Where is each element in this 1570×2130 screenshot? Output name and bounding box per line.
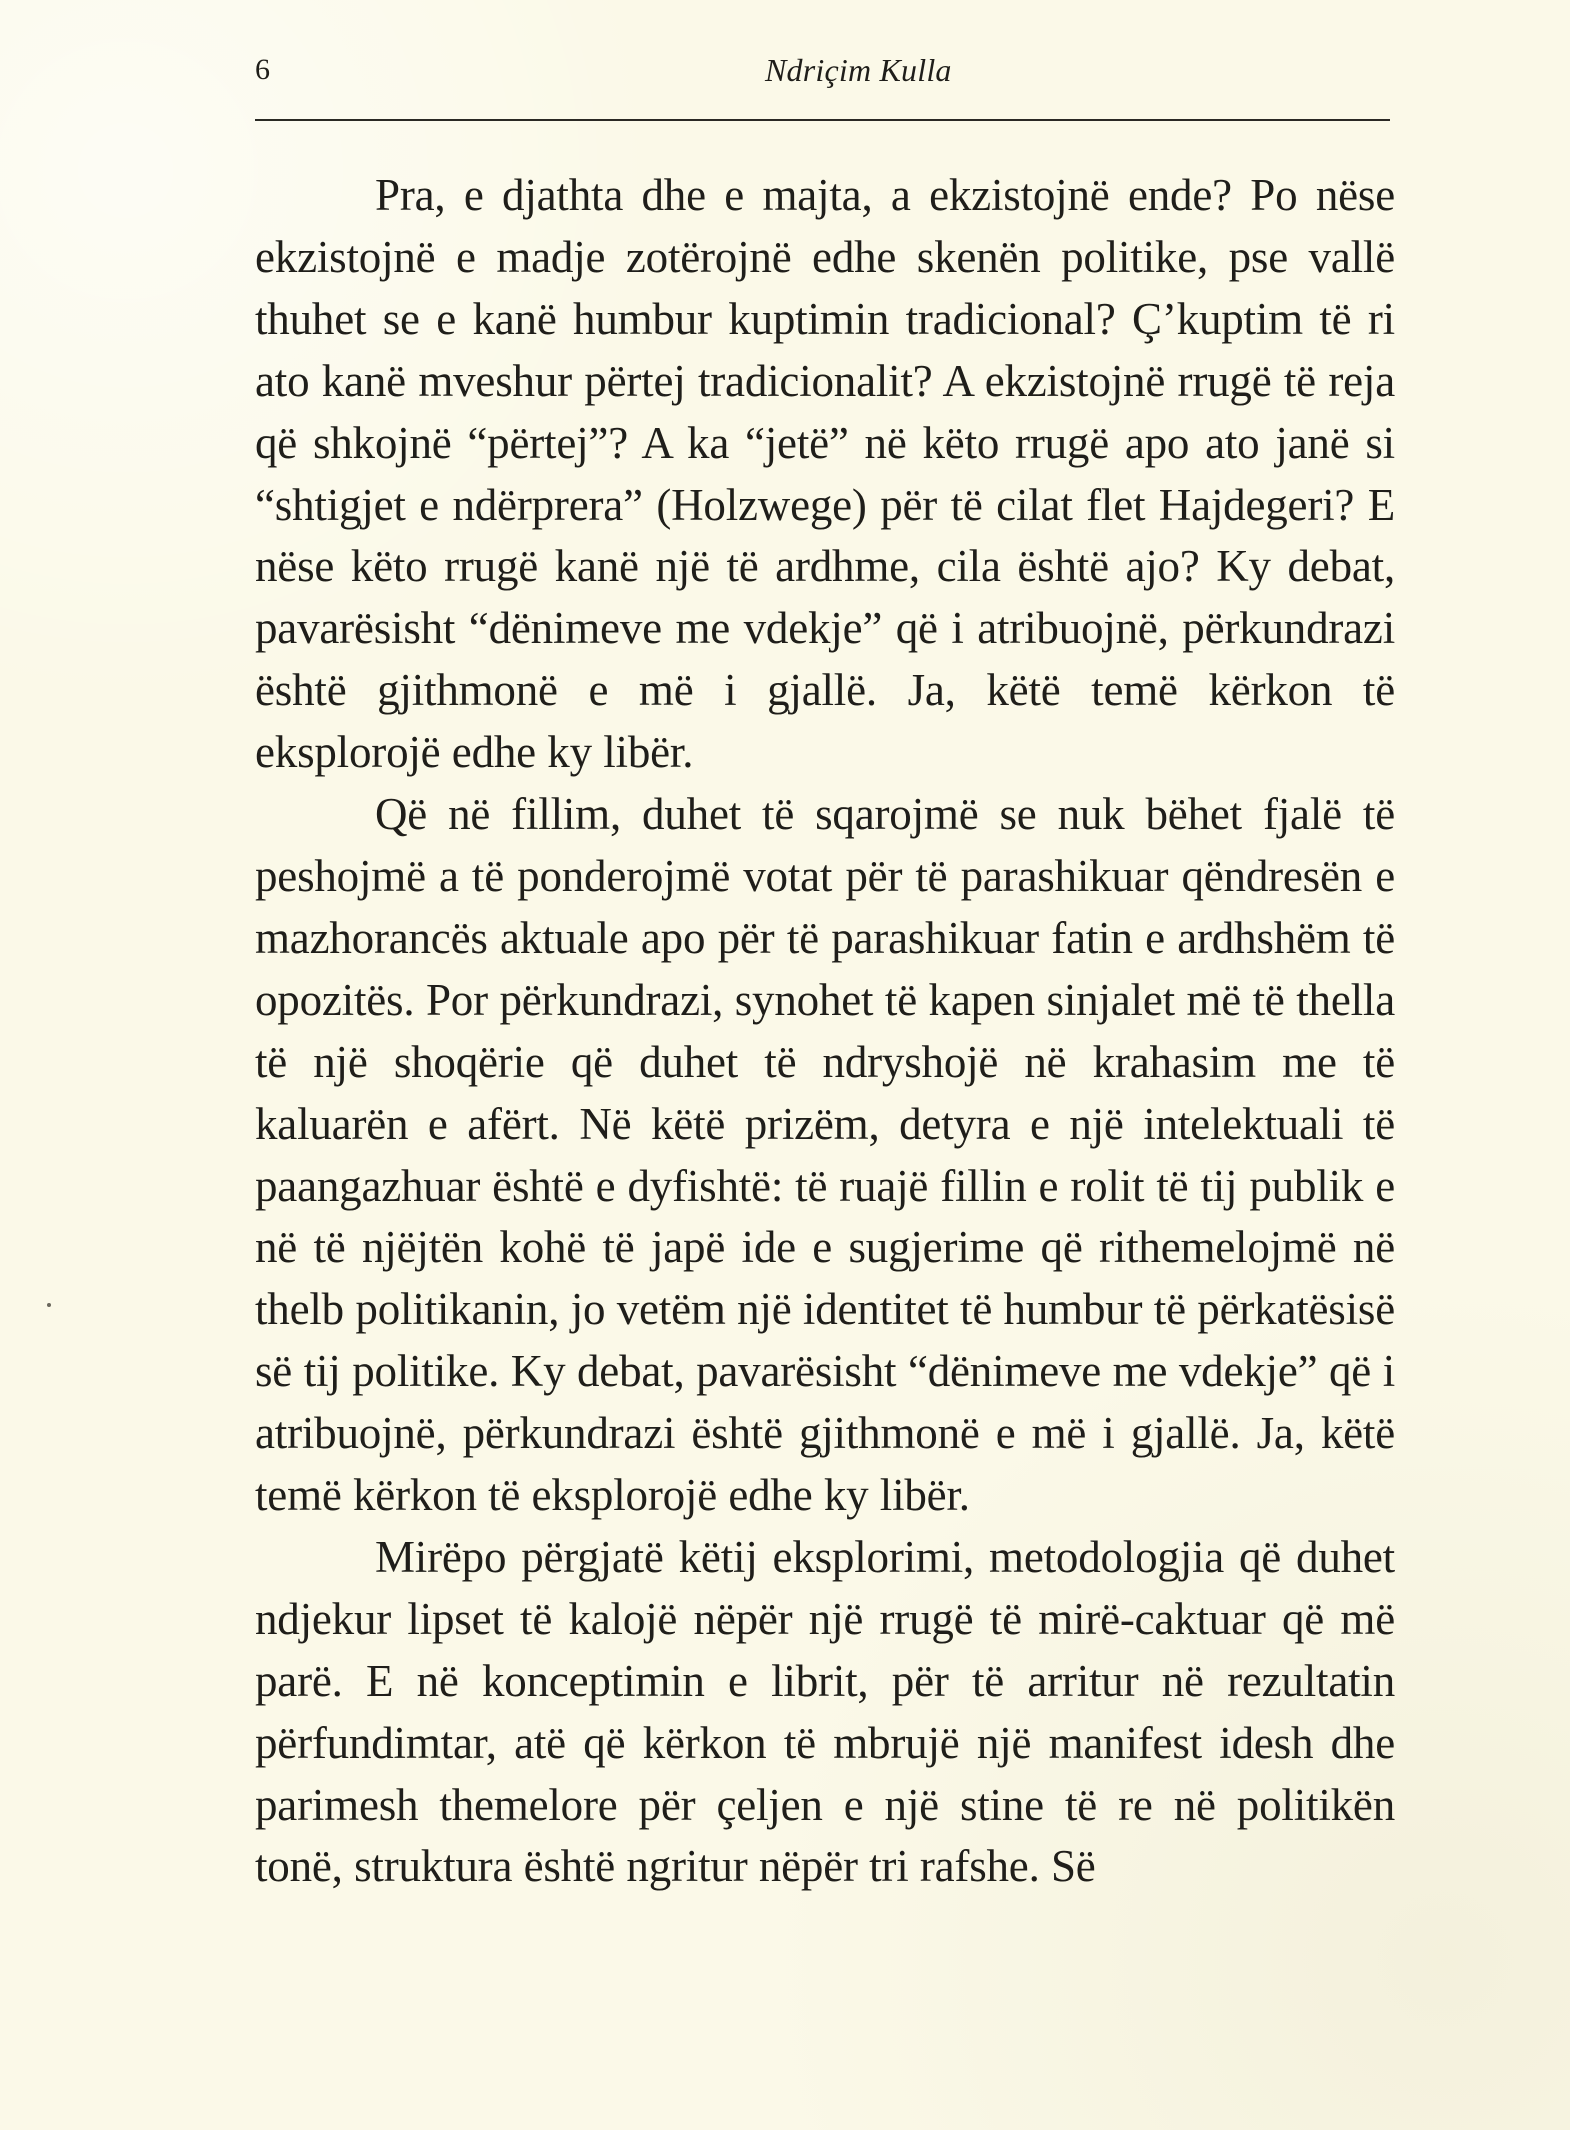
- paragraph-2: Që në fillim, duhet të sqarojmë se nuk bëhet fjalë të peshojmë a të ponderojmë votat për të parashikuar qëndresën e mazhorancës aktuale apo për të parashikuar fatin e ardhshëm të opozitës. Por përkundrazi, synohet të kapen sinjalet më të thella të një shoqërie që duhet të ndryshojë në krahasim me të kaluarën e afërt. Në këtë prizëm, detyra e një intelektuali të paangazhuar është e dyfishtë: të ruajë fillin e rolit të tij publik e në të njëjtën kohë të japë ide e sugjerime që rithemelojmë në thelb politikanin, jo vetëm një identitet të humbur të përkatësisë së tij politike. Ky debat, pavarësisht “dënimeve me vdekje” që i atribuojnë, përkundrazi është gjithmonë e më i gjallë. Ja, këtë temë kërkon të eksplorojë edhe ky libër.: [255, 789, 1395, 1521]
- page-header: [255, 52, 1390, 96]
- header-rule: [255, 119, 1390, 121]
- main-text: [255, 165, 1395, 1898]
- running-head: Ndriçim Kulla: [765, 52, 952, 88]
- paragraph-3: Mirëpo përgjatë këtij eksplorimi, metodologjia që duhet ndjekur lipset të kalojë nëpër një rrugë të mirë-caktuar që më parë. E në konceptimin e librit, për të arritur në rezultatin përfundimtar, atë që kërkon të mbrujë një manifest idesh dhe parimesh themelore për çeljen e një stine të re në politikën tonë, struktura është ngritur nëpër tri rafshe. Së: [255, 1531, 1395, 1892]
- page-number: 6: [255, 53, 270, 86]
- paragraph-1: Pra, e djathta dhe e majta, a ekzistojnë ende? Po nëse ekzistojnë e madje zotërojnë edhe skenën politike, pse vallë thuhet se e kanë humbur kuptimin tradicional? Ç’kuptim të ri ato kanë mveshur përtej tradicionalit? A ekzistojnë rrugë të reja që shkojnë “përtej”? A ka “jetë” në këto rrugë apo ato janë si “shtigjet e ndërprera” (Holzwege) për të cilat flet Hajdegeri? E nëse këto rrugë kanë një të ardhme, cila është ajo? Ky debat, pavarësisht “dënimeve me vdekje” që i atribuojnë, përkundrazi është gjithmonë e më i gjallë. Ja, këtë temë kërkon të eksplorojë edhe ky libër.: [255, 170, 1395, 778]
- paper-speck: [47, 1303, 51, 1307]
